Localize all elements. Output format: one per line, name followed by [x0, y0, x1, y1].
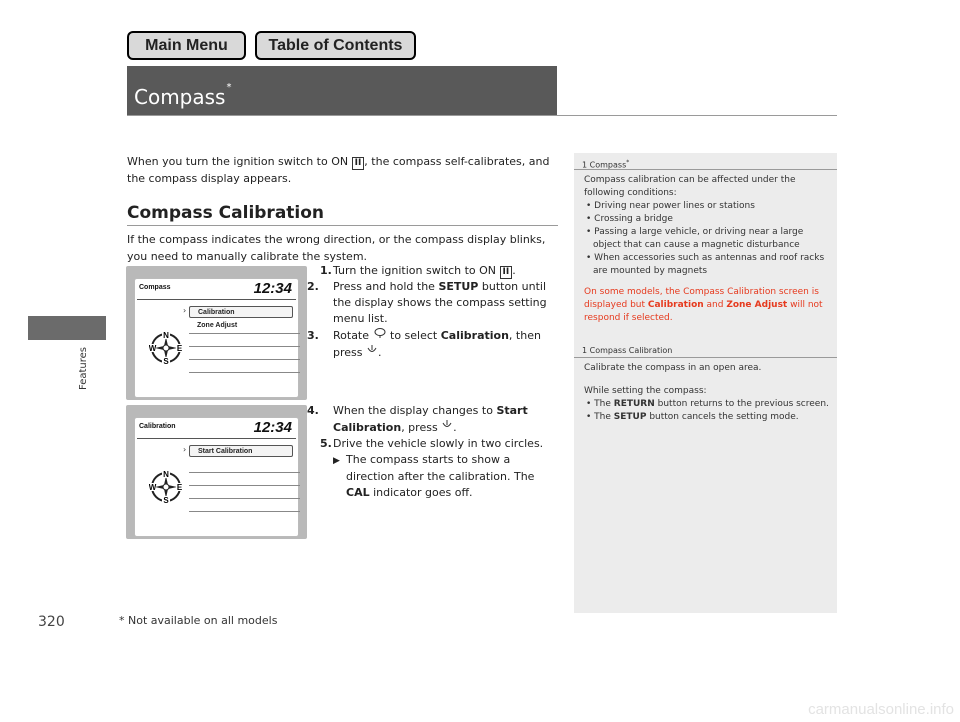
calibration-note: 1 Compass Calibration Calibrate the compass in an open area. While setting the compass: • The RETURN button returns to the previous screen. • The SETUP button cancels the setting mode.	[574, 345, 837, 424]
ignition-key-indicator: II	[500, 266, 513, 279]
section-label: Features	[78, 347, 89, 390]
compass-w: W	[149, 344, 157, 353]
note-bullet: • The SETUP button cancels the setting mode.	[586, 412, 799, 422]
page-number: 320	[38, 614, 65, 630]
note-ref-icon: 1	[582, 346, 588, 355]
main-menu-button[interactable]: Main Menu	[127, 31, 246, 60]
notes-panel	[574, 153, 837, 613]
section-intro: If the compass indicates the wrong direction, or the compass display blinks, you need to manually calibrate the system.	[127, 233, 546, 263]
compass-s: S	[163, 496, 169, 504]
menu-item-calibration[interactable]: Calibration	[189, 306, 293, 318]
note-bullet: • Passing a large vehicle, or driving near a large object that can cause a magnetic disturbance	[586, 227, 804, 250]
note-bullet: • When accessories such as antennas and roof racks are mounted by magnets	[586, 253, 825, 276]
compass-menu-screen	[126, 266, 307, 400]
compass-note: 1 Compass* Compass calibration can be affected under the following conditions: • Driving near power lines or stations • Crossing a bridge • Passing a large vehicle, or driving near a large object that can cause a magnetic disturbance • When accessories such as antennas and roof racks are mounted by magnets On some models, the Compass Calibration screen is displayed but Calibration and Zone Adjust will not respond if selected.	[574, 157, 837, 325]
model-note: On some models, the Compass Calibration screen is displayed but Calibration and Zone Adjust will not respond if selected.	[584, 287, 823, 323]
note-ref-icon: 1	[582, 160, 588, 170]
compass-rose-icon	[149, 331, 183, 365]
press-knob-icon	[441, 419, 453, 431]
title-divider	[127, 115, 837, 116]
screen-clock: 12:34	[253, 280, 292, 297]
step-2: 2. Press and hold the SETUP button until the display shows the compass setting menu list.	[307, 280, 547, 325]
section-heading: Compass Calibration	[127, 203, 325, 223]
step-5-result: ▶ The compass starts to show a direction after the calibration. The CAL indicator goes off.	[333, 453, 535, 499]
page-title: Compass*	[134, 82, 232, 109]
note-bullet: • Driving near power lines or stations	[586, 201, 755, 211]
menu-item-start-calibration[interactable]: Start Calibration	[189, 445, 293, 457]
note-bullet: • The RETURN button returns to the previous screen.	[586, 399, 829, 409]
selector-knob-icon	[373, 327, 387, 339]
table-of-contents-button[interactable]: Table of Contents	[255, 31, 416, 60]
compass-n: N	[163, 470, 169, 479]
compass-e: E	[176, 344, 183, 353]
steps-1-3	[307, 263, 560, 361]
section-tab	[28, 316, 106, 340]
compass-s: S	[163, 357, 169, 365]
step-3: 3. Rotate to select Calibration, then press .	[307, 329, 541, 359]
screen-header: Compass	[139, 284, 171, 291]
cursor-arrow-icon: ›	[183, 445, 187, 454]
compass-w: W	[149, 483, 157, 492]
steps-4-5	[307, 403, 560, 501]
step-5: 5.Drive the vehicle slowly in two circles.	[320, 437, 544, 450]
ignition-key-indicator: II	[352, 157, 365, 170]
footnote: * Not available on all models	[119, 614, 278, 627]
note-header: 1 Compass Calibration	[574, 345, 837, 358]
cursor-arrow-icon: ›	[183, 306, 187, 315]
step-4: 4. When the display changes to Start Calibration, press .	[307, 404, 528, 434]
section-divider	[127, 225, 558, 226]
note-header: 1 Compass*	[574, 157, 837, 170]
press-knob-icon	[366, 344, 378, 356]
screen-clock: 12:34	[253, 419, 292, 436]
watermark: carmanualsonline.info	[808, 701, 954, 718]
screen-header: Calibration	[139, 423, 176, 430]
compass-rose-icon	[149, 470, 183, 504]
note-bullet: • Crossing a bridge	[586, 214, 673, 224]
intro-paragraph: When you turn the ignition switch to ON II , the compass self-calibrates, and the compass display appears.	[127, 155, 550, 185]
compass-e: E	[176, 483, 183, 492]
menu-item-zone-adjust[interactable]: Zone Adjust	[197, 322, 238, 329]
compass-n: N	[163, 331, 169, 340]
result-arrow-icon: ▶	[333, 456, 340, 466]
calibration-screen	[126, 405, 307, 539]
step-1: 1.Turn the ignition switch to ON II .	[320, 264, 516, 277]
